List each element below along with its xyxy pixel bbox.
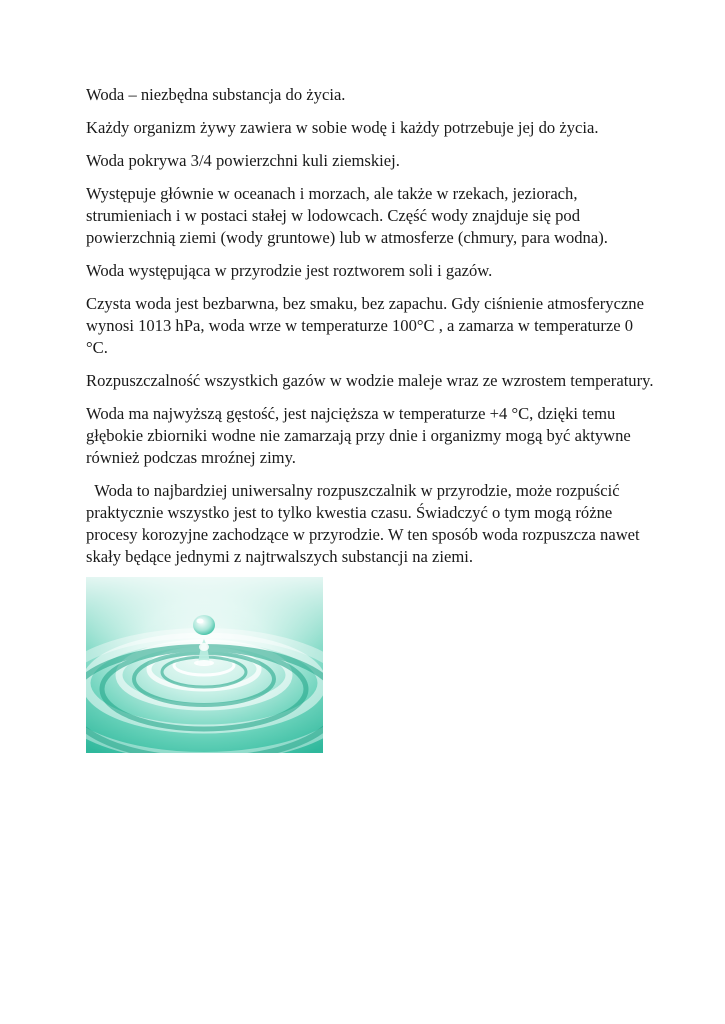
paragraph: Woda pokrywa 3/4 powierzchni kuli ziemskiej. — [86, 151, 400, 170]
paragraph: Każdy organizm żywy zawiera w sobie wodę i każdy potrzebuje jej do życia. — [86, 118, 599, 137]
paragraph: Występuje głównie w oceanach i morzach, ale także w rzekach, jeziorach, strumieniach i w postaci stałej w lodowcach. Część wody znajduje się pod powierzchnią ziemi (wody gruntowe) lub w atmosferze (chmury, para wodna). — [86, 184, 608, 247]
paragraph: Czysta woda jest bezbarwna, bez smaku, bez zapachu. Gdy ciśnienie atmosferyczne wynosi 1013 hPa, woda wrze w temperaturze 100°C , a zamarza w temperaturze 0 °C. — [86, 294, 644, 357]
paragraph: Woda ma najwyższą gęstość, jest najcięższa w temperaturze +4 °C, dzięki temu głębokie zbiorniki wodne nie zamarzają przy dnie i organizmy mogą być aktywne również podczas mroźnej zimy. — [86, 404, 631, 467]
paragraph-title: Woda – niezbędna substancja do życia. — [86, 85, 346, 104]
document-body — [86, 84, 656, 579]
paragraph: Woda występująca w przyrodzie jest roztworem soli i gazów. — [86, 261, 493, 280]
paragraph: Woda to najbardziej uniwersalny rozpuszczalnik w przyrodzie, może rozpuścić praktycznie wszystko jest to tylko kwestia czasu. Świadczyć o tym mogą różne procesy korozyjne zachodzące w przyrodzie. W ten sposób woda rozpuszcza nawet skały będące jednymi z najtrwalszych substancji na ziemi. — [86, 481, 644, 566]
water-drop-ripple-icon — [86, 577, 323, 753]
water-drop-ripple-image — [86, 577, 323, 753]
paragraph: Rozpuszczalność wszystkich gazów w wodzie maleje wraz ze wzrostem temperatury. — [86, 371, 654, 390]
